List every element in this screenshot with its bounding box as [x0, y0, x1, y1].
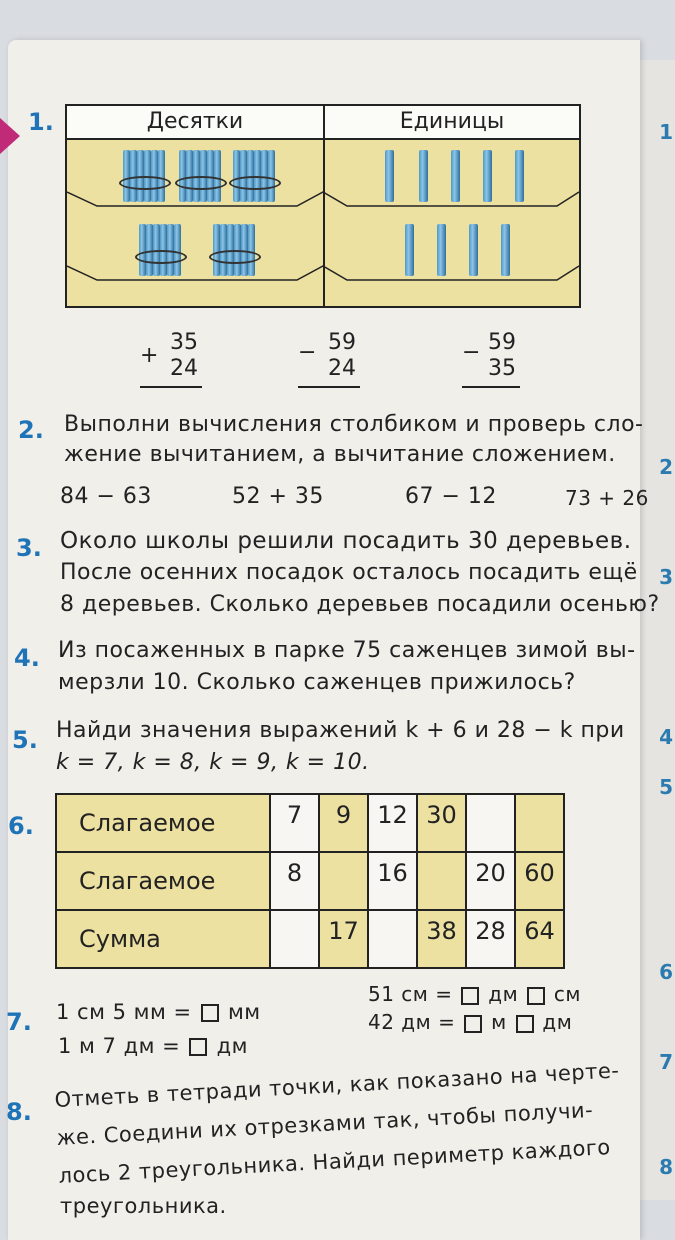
column-subtraction: − 59 35: [462, 330, 520, 390]
unit-stick: [451, 150, 460, 202]
task-8-number: 8.: [6, 1098, 32, 1126]
task-2-text: Выполни вычисления столбиком и проверь сло-: [64, 412, 644, 437]
table-cell: [270, 910, 319, 968]
next-page-edge: [640, 60, 675, 1200]
expression: 67 − 12: [405, 484, 497, 509]
task-2-number: 2.: [18, 416, 44, 444]
shelf-lines: [67, 106, 579, 306]
task-6-number: 6.: [8, 812, 34, 840]
table-row: [56, 852, 564, 910]
bundle-of-ten: [179, 150, 223, 202]
table-cell: 9: [319, 794, 368, 852]
conversion-exercise: 51 см = дм см: [368, 982, 581, 1006]
bundle-of-ten: [123, 150, 167, 202]
task-8-text: Отметь в тетради точки, как показано на черте-: [54, 1058, 620, 1112]
table-cell: [319, 852, 368, 910]
right-page-number: 5: [659, 775, 673, 799]
table-cell: 64: [515, 910, 564, 968]
expression: 73 + 26: [565, 486, 649, 510]
task-8-text: лось 2 треугольника. Найди периметр каждого: [58, 1135, 612, 1188]
task-4-number: 4.: [14, 644, 40, 672]
unit-stick: [501, 224, 510, 276]
conversion-exercise: 1 м 7 дм = дм: [58, 1034, 248, 1058]
column-subtraction: − 59 24: [298, 330, 360, 390]
right-page-number: 4: [659, 725, 673, 749]
right-page-number: 6: [659, 960, 673, 984]
table-cell: 12: [368, 794, 417, 852]
expression: 52 + 35: [232, 484, 324, 509]
task-5-text: Найди значения выражений k + 6 и 28 − k при: [56, 718, 625, 743]
unit-stick: [437, 224, 446, 276]
unit-stick: [515, 150, 524, 202]
task-2-text: жение вычитанием, а вычитание сложением.: [64, 442, 616, 467]
addends-sum-table: [55, 793, 565, 969]
right-page-number: 8: [659, 1155, 673, 1179]
right-page-number: 7: [659, 1050, 673, 1074]
task-5-number: 5.: [12, 726, 38, 754]
answer-box: [201, 1004, 219, 1022]
task-4-text: Из посаженных в парке 75 саженцев зимой вы-: [58, 638, 636, 663]
table-cell: [368, 910, 417, 968]
column-addition: + 35 24: [140, 330, 202, 390]
table-cell: 8: [270, 852, 319, 910]
bookmark-marker: [0, 118, 20, 154]
row-label: Слагаемое: [56, 794, 270, 852]
task-3-text: Около школы решили посадить 30 деревьев.: [60, 528, 632, 554]
unit-stick: [385, 150, 394, 202]
units-header: Единицы: [325, 106, 579, 140]
task-3-text: 8 деревьев. Сколько деревьев посадили осенью?: [60, 592, 660, 617]
table-cell: 38: [417, 910, 466, 968]
right-page-number: 2: [659, 455, 673, 479]
row-label: Сумма: [56, 910, 270, 968]
answer-box: [189, 1038, 207, 1056]
answer-box: [461, 987, 479, 1005]
answer-box: [464, 1015, 482, 1033]
table-cell: [466, 794, 515, 852]
conversion-exercise: 1 см 5 мм = мм: [56, 1000, 261, 1024]
task-7-number: 7.: [6, 1008, 32, 1036]
bundle-of-ten: [233, 150, 277, 202]
table-cell: 60: [515, 852, 564, 910]
bundle-of-ten: [213, 224, 257, 276]
tens-units-figure: [65, 104, 581, 308]
unit-stick: [469, 224, 478, 276]
right-page-number: 1: [659, 120, 673, 144]
conversion-exercise: 42 дм = м дм: [368, 1010, 573, 1034]
table-cell: [417, 852, 466, 910]
task-4-text: мерзли 10. Сколько саженцев прижилось?: [58, 670, 576, 695]
right-page-number: 3: [659, 565, 673, 589]
table-cell: 17: [319, 910, 368, 968]
expression: 84 − 63: [60, 484, 152, 509]
table-cell: 30: [417, 794, 466, 852]
task-1-number: 1.: [28, 108, 54, 136]
unit-stick: [419, 150, 428, 202]
task-8-text: же. Соедини их отрезками так, чтобы получи-: [56, 1097, 594, 1150]
task-3-text: После осенних посадок осталось посадить ещё: [60, 560, 638, 585]
unit-stick: [405, 224, 414, 276]
table-cell: 16: [368, 852, 417, 910]
table-row: [56, 910, 564, 968]
answer-box: [516, 1015, 534, 1033]
task-3-number: 3.: [16, 534, 42, 562]
table-cell: 7: [270, 794, 319, 852]
answer-box: [527, 987, 545, 1005]
bundle-of-ten: [139, 224, 183, 276]
table-cell: 20: [466, 852, 515, 910]
table-cell: [515, 794, 564, 852]
table-cell: 28: [466, 910, 515, 968]
unit-stick: [483, 150, 492, 202]
task-5-text: k = 7, k = 8, k = 9, k = 10.: [56, 750, 370, 775]
task-8-text: треугольника.: [60, 1194, 227, 1218]
row-label: Слагаемое: [56, 852, 270, 910]
tens-header: Десятки: [67, 106, 323, 140]
table-row: [56, 794, 564, 852]
